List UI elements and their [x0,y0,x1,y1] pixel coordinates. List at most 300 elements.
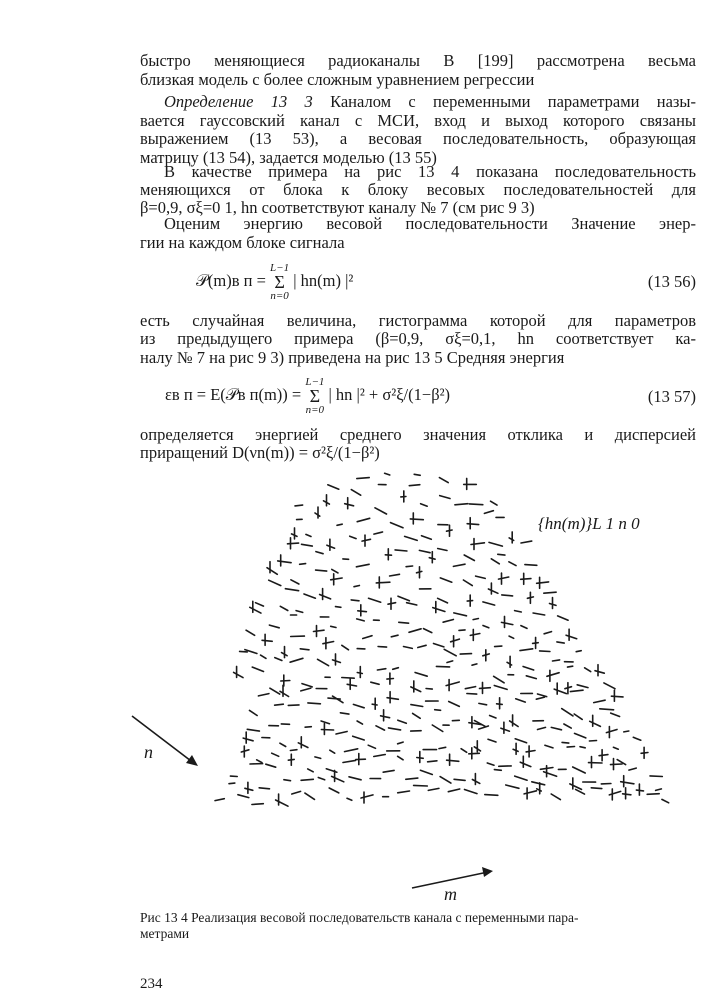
surface-stroke [553,660,560,661]
surface-stroke [494,770,501,771]
sum-lower-limit: n=0 [270,290,289,302]
surface-stroke [650,776,662,777]
surface-stroke [301,688,311,691]
surface-stroke [280,743,286,746]
surface-stroke [278,561,291,563]
surface-stroke [566,635,577,639]
surface-stroke [633,737,641,740]
surface-stroke [318,778,324,780]
paragraph-line: близкая модель с более сложным уравнением регрессии [140,70,535,89]
surface-stroke [252,804,263,805]
surface-stroke [526,751,535,752]
surface-stroke [499,577,509,579]
surface-stroke [613,747,618,749]
surface-stroke [438,598,448,603]
surface-stroke [454,613,467,616]
surface-stroke [358,611,367,612]
surface-stroke [490,716,496,719]
surface-stroke [487,763,494,765]
surface-stroke [351,490,360,496]
surface-stroke [347,798,352,800]
surface-stroke [463,580,472,586]
surface-stroke [545,745,553,748]
surface-stroke [385,473,390,475]
sequence-set-label: {hn(m)}L 1 n 0 [538,514,640,533]
surface-stroke [381,716,390,718]
surface-stroke [405,536,418,540]
equation-rhs: | hn(m) |² [293,270,354,290]
surface-stroke [498,554,505,555]
sum-upper-limit: L−1 [305,376,325,388]
surface-stroke [306,534,311,536]
surface-stroke [444,649,456,656]
surface-stroke [350,536,356,538]
surface-stroke [349,777,361,780]
surface-stroke [328,485,339,489]
surface-stroke [320,595,331,599]
surface-stroke [391,523,404,528]
axis-label-m: m [444,884,457,904]
surface-stroke [576,651,581,652]
surface-stroke [336,607,341,608]
surface-stroke [551,794,560,800]
paragraph-line: из предыдущего примера (β=0,9, σξ=0,1, hn соответствует ка- [140,329,696,348]
surface-stroke [629,768,636,770]
surface-stroke [343,760,356,762]
surface-stroke [387,698,398,700]
surface-stroke [280,606,288,610]
surface-stroke [332,569,338,573]
surface-stroke [453,564,465,566]
surface-stroke [256,603,264,606]
surface-stroke [491,501,498,505]
surface-stroke [357,478,369,479]
equation-rhs: | hn |² + σ²ξ/(1−β²) [328,384,451,404]
surface-stroke [323,642,334,644]
surface-stroke [272,753,279,756]
paragraph-line: гии на каждом блоке сигнала [140,233,345,252]
surface-stroke [259,788,269,789]
paragraph-line: β=0,9, σξ=0 1, hn соответствуют каналу № 7 (см рис 9 3) [140,198,535,217]
surface-stroke [465,790,478,794]
surface-stroke [464,555,474,561]
surface-stroke [275,658,282,661]
surface-stroke [465,687,475,689]
paragraph-line: меняющихся от блока к блоку весовых последовательностей для [140,180,696,199]
surface-stroke [467,524,479,525]
surface-stroke [489,542,502,546]
surface-stroke [471,543,484,545]
surface-stroke [395,550,407,551]
surface-stroke [398,791,410,793]
surface-stroke [506,785,519,788]
surface-stroke [328,698,340,699]
surface-stroke [368,745,375,748]
surface-stroke [577,685,588,688]
surface-stroke [449,702,460,707]
surface-stroke [591,788,602,789]
definition-line [140,93,696,112]
surface-stroke [284,780,291,781]
surface-stroke [369,598,381,602]
surface-stroke [390,574,400,576]
surface-stroke [420,770,432,774]
paragraph-line: приращений D(νn(m)) = σ²ξ/(1−β²) [140,443,380,462]
surface-stroke [342,678,354,679]
surface-stroke [354,586,359,587]
surface-stroke [562,709,573,716]
equation-number: (13 57) [647,387,696,406]
surface-stroke [243,738,253,741]
surface-stroke [538,727,546,729]
surface-stroke [439,478,448,483]
surface-stroke [621,782,634,784]
surface-stroke [432,725,443,732]
surface-stroke [454,779,465,780]
surface-stroke [410,519,423,520]
surface-stroke [246,630,255,635]
surface-stroke [305,727,311,728]
surface-stroke [580,747,585,748]
surface-stroke [502,622,513,624]
surface-stroke [414,785,428,786]
surface-stroke [240,651,248,652]
paragraph-line: матрицу (13 54), задается моделью (13 55) [140,148,437,167]
surface-stroke [495,646,502,647]
surface-stroke [564,724,571,728]
surface-stroke [448,789,459,792]
paragraph-line: В качестве примера на рис 13 4 показана последовательность [164,162,696,181]
figure-plot [120,470,720,910]
surface-stroke [270,688,280,694]
surface-stroke [440,777,451,784]
figure-caption [140,910,696,942]
paragraph-line: выражением (13 53), а весовая последовательность, образующая [140,129,696,148]
surface-stroke [623,794,631,795]
surface-stroke [473,619,478,620]
surface-stroke [292,791,301,794]
surface-stroke [342,645,349,650]
surface-stroke [455,504,468,505]
surface-stroke [567,747,574,748]
surface-stroke [526,676,536,679]
sum-upper-limit: L−1 [270,262,290,274]
surface-stroke [479,703,487,704]
surface-stroke [333,660,341,663]
surface-stroke [398,720,407,723]
surface-stroke [411,705,423,707]
equation-number: (13 56) [647,272,696,291]
surface-stroke [276,800,288,806]
surface-stroke [418,645,426,647]
surface-stroke [536,697,544,699]
caption-line: метрами [140,926,190,941]
surface-stroke [406,778,418,779]
surface-stroke [435,710,441,711]
surface-stroke [332,776,344,781]
surface-stroke [440,578,452,582]
surface-stroke [398,742,404,744]
surface-stroke [295,505,303,506]
surface-stroke [291,580,299,584]
surface-stroke [353,736,365,740]
surface-stroke [520,762,531,766]
surface-stroke [589,741,596,742]
surface-stroke [515,739,526,743]
surface-stroke [281,681,290,682]
surface-stroke [488,589,498,593]
surface-stroke [515,776,527,780]
equation-lhs: 𝒫(m)в п = [196,270,266,290]
surface-stroke [305,793,315,799]
surface-stroke [656,789,662,791]
surface-stroke [375,508,387,514]
surface-stroke [238,795,249,798]
surface-stroke [269,625,279,628]
surface-stroke [353,704,364,707]
surface-stroke [547,673,559,677]
surface-stroke [393,668,399,670]
surface-stroke [438,549,447,551]
definition-text: Каналом с переменными параметрами назы- [330,92,697,111]
surface-stroke [336,732,347,735]
surface-stroke [447,760,459,761]
surface-stroke [234,672,243,677]
surface-stroke [544,772,557,777]
surface-stroke [510,721,518,727]
sum-lower-limit: n=0 [305,404,325,416]
surface-stroke [585,668,591,672]
surface-stroke [568,666,573,667]
surface-stroke [414,474,420,475]
surface-stroke [515,611,522,612]
surface-stroke [404,647,413,649]
surface-stroke [574,714,582,719]
surface-stroke [241,750,249,752]
surface-stroke [488,739,496,742]
surface-stroke [573,767,586,773]
surface-stroke [321,730,333,731]
paragraph-line: Оценим энергию весовой последовательности Значение энер- [164,214,696,233]
surface-stroke [611,713,620,716]
surface-stroke [331,626,336,627]
surface-stroke [595,671,604,674]
paragraph-line: быстро меняющиеся радиоканалы В [199] рассмотрена весьма [140,51,696,70]
surface-stroke [250,710,258,715]
surface-stroke [516,699,526,702]
surface-stroke [398,596,409,601]
surface-stroke [520,649,533,651]
surface-stroke [557,642,564,643]
surface-stroke [280,691,289,696]
surface-stroke [575,733,586,738]
surface-stroke [422,536,432,540]
surface-stroke [484,511,493,514]
surface-stroke [502,595,513,596]
surface-stroke [459,630,465,631]
surface-stroke [436,666,449,667]
surface-stroke [604,683,615,689]
surface-stroke [314,630,325,631]
surface-stroke [509,562,516,566]
surface-stroke [301,779,313,780]
surface-stroke [558,616,569,620]
surface-stroke [537,582,549,583]
surface-stroke [316,552,323,554]
surface-stroke [590,721,601,726]
surface-stroke [562,742,569,743]
surface-stroke [443,620,453,623]
surface-stroke [252,667,263,671]
sum-operator [305,376,324,416]
surface-stroke [409,629,421,633]
surface-stroke [378,647,387,648]
arrow-n [132,716,198,766]
surface-stroke [389,728,401,730]
surface-stroke [288,705,299,706]
surface-stroke [374,532,383,534]
surface-stroke [329,788,339,793]
surface-stroke [491,559,499,564]
surface-stroke [460,654,471,655]
surface-stroke [321,721,329,724]
surface-stroke [288,543,299,544]
paragraph-line: есть случайная величина, гистограмма которой для параметров [140,311,696,330]
surface-stroke [300,649,309,650]
paragraph-line: налу № 7 на рис 9 3) приведена на рис 13 5 Средняя энергия [140,348,565,367]
surface-stroke [357,721,362,724]
weight-sequence-figure [120,470,720,910]
surface-stroke [398,756,404,760]
surface-stroke [315,757,321,759]
surface-stroke [318,659,329,665]
surface-stroke [483,602,495,605]
surface-stroke [351,600,359,601]
surface-stroke [304,594,315,598]
surface-stroke [285,589,298,591]
surface-stroke [308,769,314,772]
surface-stroke [376,582,390,583]
surface-stroke [600,709,614,710]
surface-stroke [544,632,551,634]
surface-stroke [300,564,306,565]
surface-stroke [347,684,356,686]
surface-stroke [424,629,432,633]
surface-stroke [374,755,385,757]
surface-stroke [391,635,398,637]
surface-stroke [250,607,261,613]
surface-stroke [521,626,527,629]
surface-stroke [345,504,354,506]
surface-stroke [485,795,498,796]
surface-stroke [361,795,373,798]
surface-stroke [327,545,335,548]
surface-stroke [261,655,267,658]
caption-line: Рис 13 4 Реализация весовой последовательств канала с переменными пара- [140,910,579,925]
surface-stroke [302,544,313,546]
surface-stroke [494,676,505,683]
surface-stroke [611,696,623,697]
surface-stroke [467,694,477,695]
surface-stroke [451,639,460,642]
surface-stroke [316,570,327,571]
surface-stroke [470,634,480,636]
surface-stroke [296,611,303,613]
surface-stroke [245,788,253,790]
surface-stroke [480,688,491,689]
surface-stroke [544,592,556,593]
surface-stroke [532,782,545,785]
surface-stroke [551,727,561,729]
surface-stroke [428,761,437,762]
surface-stroke [411,687,421,692]
surface-stroke [290,750,297,751]
surface-stroke [262,640,272,641]
surface-stroke [267,568,277,575]
surface-stroke [298,743,308,748]
surface-stroke [647,794,659,795]
surface-stroke [624,731,629,732]
surface-stroke [356,564,369,567]
surface-stroke [290,658,303,662]
surface-stroke [594,700,605,702]
surface-stroke [540,651,550,652]
surface-stroke [447,661,453,663]
surface-stroke [357,619,365,621]
surface-stroke [523,667,534,671]
surface-stroke [521,579,531,580]
surface-stroke [215,799,224,801]
surface-stroke [434,644,444,647]
equation-13-57 [165,376,450,416]
surface-stroke [570,690,583,691]
definition-label: Определение 13 3 [164,92,313,111]
surface-stroke [501,728,510,731]
surface-stroke [330,750,335,753]
surface-stroke [509,636,514,638]
axis-label-n: n [144,742,153,762]
surface-stroke [494,686,507,690]
surface-stroke [345,749,358,752]
surface-stroke [337,524,342,525]
sum-operator [270,262,289,302]
surface-stroke [426,689,432,690]
surface-stroke [419,550,430,552]
surface-stroke [525,565,537,566]
surface-stroke [377,669,385,670]
surface-stroke [428,788,439,790]
surface-stroke [476,576,486,578]
surface-stroke [611,764,623,765]
surface-stroke [439,747,446,748]
surface-stroke [340,713,349,714]
surface-stroke [421,504,428,507]
surface-stroke [376,726,385,730]
surface-stroke [483,626,489,628]
surface-stroke [570,784,582,790]
surface-stroke [383,770,394,772]
sigma-symbol: Σ [274,272,285,292]
page-number: 234 [140,976,163,992]
paragraph-line: определяется энергией среднего значения отклика и дисперсией [140,425,696,444]
surface-stroke [258,694,269,696]
surface-stroke [521,541,532,543]
paragraph-line: вается гауссовский канал с МСИ, вход и выход которого связаны [140,111,696,130]
surface-stroke [371,682,379,684]
surface-stroke [446,682,459,686]
surface-stroke [302,684,312,687]
surface-stroke [440,496,450,499]
